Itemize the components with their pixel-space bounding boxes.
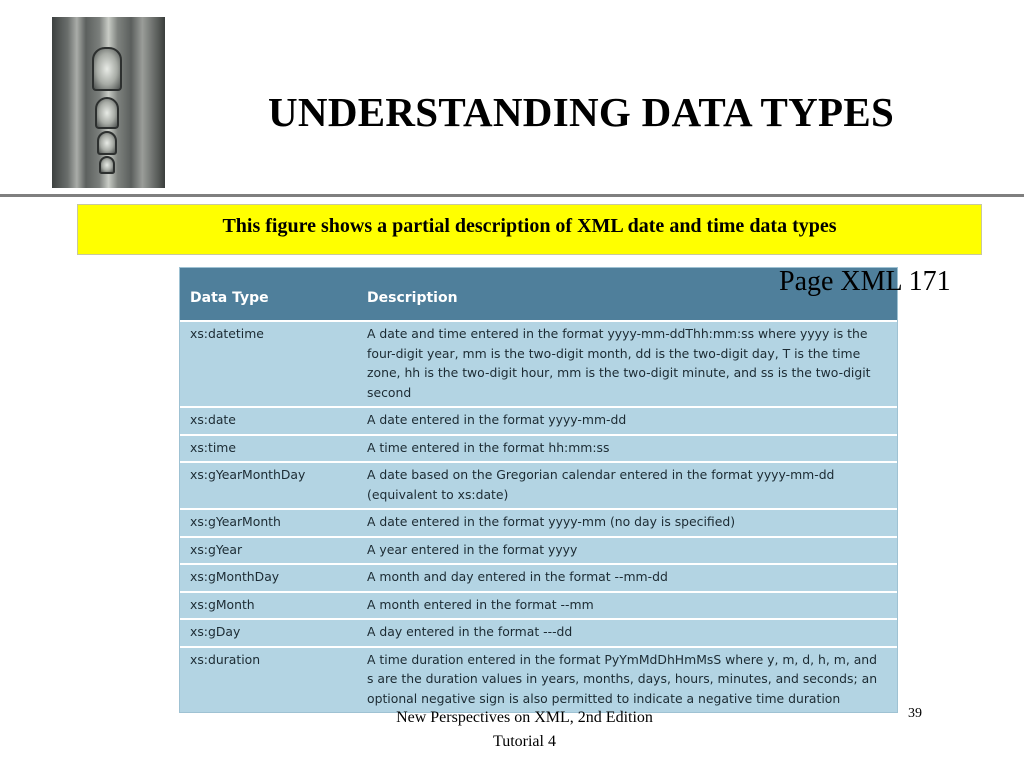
cell-type: xs:gDay [180,619,357,647]
cell-type: xs:date [180,407,357,435]
cell-type: xs:gMonthDay [180,564,357,592]
arch-shape [92,47,122,91]
data-types-figure [180,268,897,712]
cell-description: A day entered in the format ---dd [357,619,897,647]
cell-type: xs:gYear [180,537,357,565]
cell-description: A month and day entered in the format --mm-dd [357,564,897,592]
cell-type: xs:duration [180,647,357,713]
bridge-photo [52,17,165,188]
table-row [180,564,897,592]
cell-description: A year entered in the format yyyy [357,537,897,565]
cell-description: A date based on the Gregorian calendar entered in the format yyyy-mm-dd (equivalent to xs:date) [357,462,897,509]
data-types-table [180,268,897,712]
table-row [180,407,897,435]
slide-title: UNDERSTANDING DATA TYPES [268,89,895,135]
cell-description: A date entered in the format yyyy-mm-dd [357,407,897,435]
header-description: Description [357,268,897,321]
cell-type: xs:datetime [180,321,357,407]
cell-type: xs:time [180,435,357,463]
header-data-type: Data Type [180,268,357,321]
page-reference: Page XML 171 [779,266,951,297]
table-row [180,509,897,537]
table-row [180,321,897,407]
cell-description: A date and time entered in the format yyyy-mm-ddThh:mm:ss where yyyy is the four-digit year, mm is the two-digit month, dd is the two-digit day, T is the time zone, hh is the two-digit hour, mm is the two-digit minute, and ss is the two-digit second [357,321,897,407]
table-row [180,435,897,463]
table-row [180,592,897,620]
table-row [180,619,897,647]
cell-description: A month entered in the format --mm [357,592,897,620]
cell-description: A date entered in the format yyyy-mm (no day is specified) [357,509,897,537]
cell-type: xs:gYearMonth [180,509,357,537]
arch-shape [97,131,117,155]
arch-shape [99,156,115,174]
cell-description: A time duration entered in the format PyYmMdDhHmMsS where y, m, d, h, m, and s are the duration values in years, months, days, hours, minutes, and seconds; an optional negative sign is also permitted to indicate a negative time duration [357,647,897,713]
cell-description: A time entered in the format hh:mm:ss [357,435,897,463]
arch-shape [95,97,119,129]
footer-book-title: New Perspectives on XML, 2nd Edition [396,709,653,726]
title-divider [0,194,1024,197]
slide-footer [352,706,697,754]
table-row [180,462,897,509]
figure-caption: This figure shows a partial description of XML date and time data types [77,204,982,255]
table-row [180,537,897,565]
page-number: 39 [908,706,922,721]
cell-type: xs:gYearMonthDay [180,462,357,509]
cell-type: xs:gMonth [180,592,357,620]
footer-tutorial: Tutorial 4 [493,733,556,750]
table-row [180,647,897,713]
